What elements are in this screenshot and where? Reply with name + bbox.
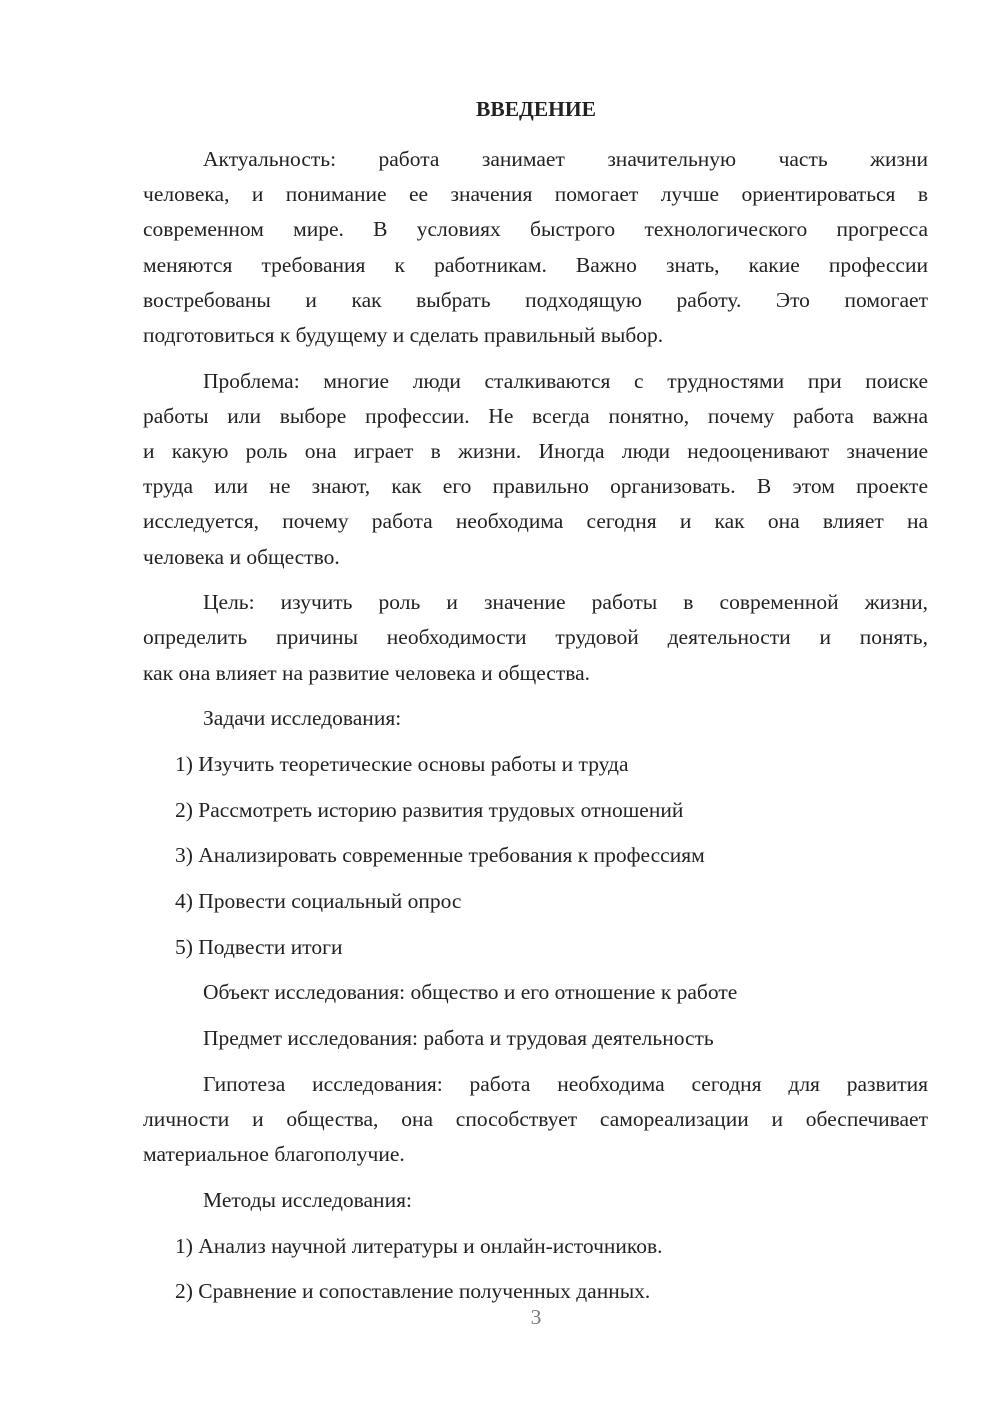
list-item [143,838,928,873]
text-line: востребованы и как выбрать подходящую работу. Это помогает [143,287,928,312]
text-line: Методы исследования: [203,1187,412,1212]
paragraph [143,975,928,1010]
list-item [143,793,928,828]
text-line: исследуется, почему работа необходима сегодня и как она влияет на [143,509,928,534]
text-line: Проблема: многие люди сталкиваются с трудностями при поиске [203,368,928,393]
text-line: и какую роль она играет в жизни. Иногда люди недооценивают значение [143,439,928,463]
paragraph [143,1021,928,1056]
list-item [143,747,928,782]
text-line: материальное благополучие. [143,1142,405,1167]
text-line: Объект исследования: общество и его отношение к работе [203,980,738,1005]
text-line: 5) Подвести итоги [175,934,343,959]
text-line: 4) Провести социальный опрос [175,889,462,914]
text-line: работы или выборе профессии. Не всегда понятно, почему работа важна [143,403,928,428]
page-number: 3 [530,1305,542,1329]
list-item [143,930,928,965]
text-line: Задачи исследования: [203,706,402,731]
text-line: меняются требования к работникам. Важно знать, какие профессии [143,252,928,277]
document-body [143,142,928,1320]
page-title: ВВЕДЕНИЕ [476,97,596,121]
paragraph [143,701,928,736]
text-line: 1) Изучить теоретические основы работы и труда [175,752,629,776]
list-item [143,884,928,919]
text-line: труда или не знают, как его правильно организовать. В этом проекте [143,474,928,499]
paragraph [143,585,928,691]
text-line: 2) Рассмотреть историю развития трудовых отношений [175,797,684,822]
text-line: 2) Сравнение и сопоставление полученных данных. [175,1279,651,1304]
text-line: 3) Анализировать современные требования к профессиям [175,843,705,868]
text-line: Актуальность: работа занимает значительную часть жизни [203,147,928,171]
text-line: человека и общество. [143,544,340,569]
text-line: подготовиться к будущему и сделать правильный выбор. [143,322,664,347]
text-line: Гипотеза исследования: работа необходима сегодня для развития [203,1071,928,1096]
text-line: современном мире. В условиях быстрого технологического прогресса [143,217,928,242]
text-line: определить причины необходимости трудовой деятельности и понять, [143,625,928,650]
text-line: как она влияет на развитие человека и общества. [143,660,591,685]
text-line: Предмет исследования: работа и трудовая деятельность [203,1026,714,1051]
text-line: Цель: изучить роль и значение работы в современной жизни, [203,590,928,615]
list-item [143,1229,928,1264]
paragraph [143,1067,928,1173]
paragraph [143,1183,928,1218]
text-line: человека, и понимание ее значения помогает лучше ориентироваться в [143,182,928,207]
text-line: 1) Анализ научной литературы и онлайн-источников. [175,1233,663,1258]
paragraph [143,142,928,353]
text-line: личности и общества, она способствует самореализации и обеспечивает [143,1107,928,1131]
paragraph [143,364,928,575]
